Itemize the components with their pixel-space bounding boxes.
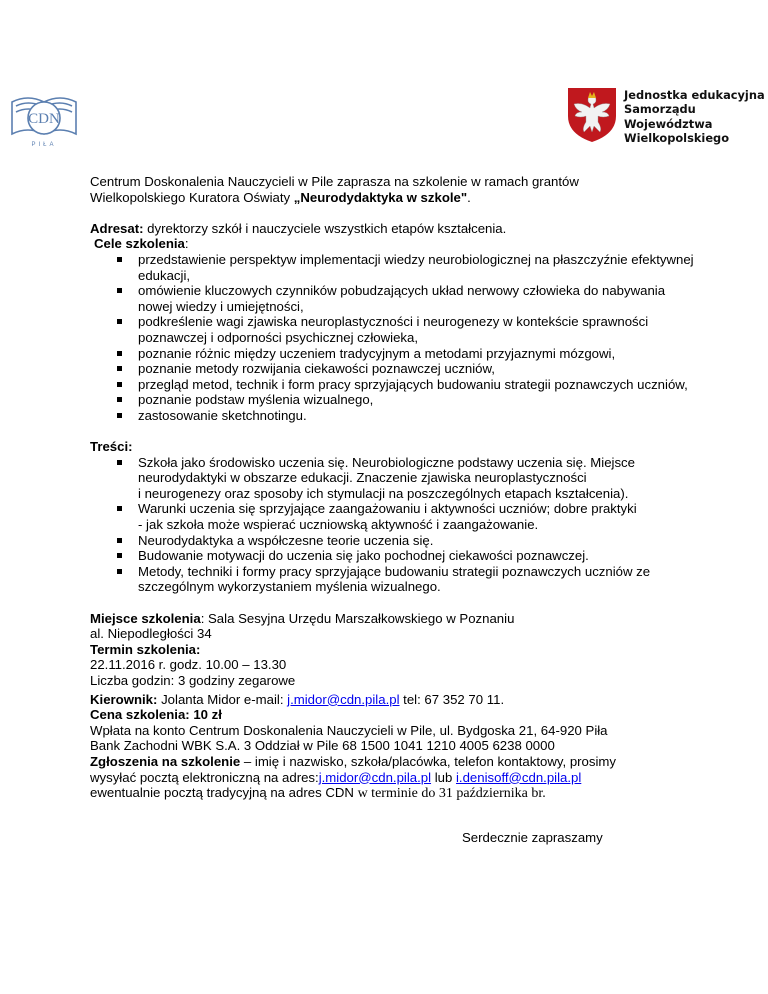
termin-label-text: Termin szkolenia:	[90, 641, 201, 657]
list-item: Neurodydaktyka a współczesne teorie uczenia się.	[90, 533, 700, 549]
hours-line: Liczba godzin: 3 godziny zegarowe	[90, 673, 296, 688]
tresci-item1-a: Szkoła jako środowisko uczenia się. Neurobiologiczne podstawy uczenia się. Miejsce neurodydaktyki w obszarze edukacji. Znaczenie zjawiska neuroplastyczności	[138, 454, 635, 486]
miejsce-label: Miejsce szkolenia	[90, 610, 201, 626]
intro-paragraph	[90, 174, 700, 205]
wplata-line: Wpłata na konto Centrum Doskonalenia Nauczycieli w Pile, ul. Bydgoska 21, 64-920 Piła	[90, 722, 608, 738]
kierownik-tel: tel: 67 352 70 11.	[399, 691, 505, 707]
list-item: omówienie kluczowych czynników pobudzających układ nerwowy człowieka do nabywania nowej wiedzy i umiejętności,	[90, 283, 700, 314]
deadline-text: w terminie do 31 października br.	[357, 786, 546, 802]
cele-heading	[90, 236, 700, 252]
list-item: poznanie metody rozwijania ciekawości poznawczej uczniów,	[90, 361, 700, 377]
tresci-item1-b: i neurogenezy oraz sposoby ich stymulacji na poszczególnych etapach kształcenia).	[138, 485, 629, 501]
cena-line	[90, 707, 700, 723]
email2-link[interactable]: i.denisoff@cdn.pila.pl	[455, 769, 582, 785]
adresat-text: dyrektorzy szkół i nauczyciele wszystkich etapów kształcenia.	[143, 220, 507, 236]
list-item: poznanie podstaw myślenia wizualnego,	[90, 392, 700, 408]
cdn-logo	[8, 80, 80, 150]
list-item: podkreślenie wagi zjawiska neuroplastyczności i neurogenezy w kontekście sprawności poznawczej i odporności psychicznej człowieka,	[90, 314, 700, 345]
miejsce-text: : Sala Sesyjna Urzędu Marszałkowskiego w Poznaniu	[200, 610, 515, 626]
training-title: „Neurodydaktyka w szkole"	[293, 189, 468, 205]
list-item: przedstawienie perspektyw implementacji wiedzy neurobiologicznej na płaszczyźnie efektywnej edukacji,	[90, 252, 700, 283]
list-item: Budowanie motywacji do uczenia się jako pochodnej ciekawości poznawczej.	[90, 548, 700, 564]
svg-text:PIŁA: PIŁA	[31, 142, 57, 148]
bank-line: Bank Zachodni WBK S.A. 3 Oddział w Pile 68 1500 1041 1210 4005 6238 0000	[90, 738, 555, 754]
intro-line2-prefix: Wielkopolskiego Kuratora Oświaty	[90, 189, 294, 205]
list-item: przegląd metod, technik i form pracy sprzyjających budowaniu strategii poznawczych uczniów,	[90, 377, 700, 393]
organization-name	[624, 88, 765, 146]
list-item: zastosowanie sketchnotingu.	[90, 408, 700, 424]
closing-greeting: Serdecznie zapraszamy	[462, 830, 603, 845]
org-line: Jednostka edukacyjna	[624, 88, 765, 102]
adresat-label: Adresat:	[90, 220, 144, 236]
kierownik-email-link[interactable]: j.midor@cdn.pila.pl	[287, 691, 400, 707]
wysylac-text: wysyłać pocztą elektroniczną na adres:	[90, 769, 319, 785]
kierownik-label: Kierownik:	[90, 691, 158, 707]
cena-label: Cena szkolenia: 10 zł	[90, 707, 222, 723]
tresci-list	[90, 455, 700, 595]
adresat-line	[90, 221, 700, 237]
tresci-heading	[90, 439, 700, 455]
zgloszenia-text: – imię i nazwisko, szkoła/placówka, telefon kontaktowy, prosimy	[240, 753, 616, 769]
ewentualnie-text: ewentualnie pocztą tradycyjną na adres CDN	[90, 785, 358, 801]
zgloszenia-line	[90, 754, 700, 770]
lub-text: lub	[431, 769, 456, 785]
email1-link[interactable]: j.midor@cdn.pila.pl	[318, 769, 432, 785]
termin-label	[90, 642, 700, 658]
kierownik-text: Jolanta Midor e-mail:	[157, 691, 288, 707]
wysylac-line	[90, 770, 700, 786]
intro-line1: Centrum Doskonalenia Nauczycieli w Pile zaprasza na szkolenie w ramach grantów	[90, 174, 579, 189]
tresci-item2-b: - jak szkoła może wspierać uczniowską aktywność i zaangażowanie.	[138, 517, 539, 533]
list-item	[90, 501, 700, 532]
eagle-crest-icon	[566, 86, 618, 144]
address-line: al. Niepodległości 34	[90, 626, 212, 642]
miejsce-line	[90, 611, 700, 627]
intro-suffix: .	[467, 189, 471, 205]
cele-colon: :	[184, 236, 189, 252]
cele-list	[90, 252, 700, 424]
zgloszenia-label: Zgłoszenia na szkolenie	[90, 753, 241, 769]
org-line: Samorządu	[624, 102, 696, 117]
org-line: Województwa	[624, 116, 713, 131]
org-line: Wielkopolskiego	[624, 131, 730, 146]
list-item: poznanie różnic między uczeniem tradycyjnym a metodami przyjaznymi mózgowi,	[90, 346, 700, 362]
tresci-item2-a: Warunki uczenia się sprzyjające zaangażowaniu i aktywności uczniów; dobre praktyki	[138, 501, 637, 517]
cele-label: Cele szkolenia	[94, 236, 185, 252]
ewentualnie-line	[90, 785, 700, 802]
tresci-label: Treści:	[90, 439, 133, 455]
svg-text:CDN: CDN	[28, 111, 60, 127]
termin-text: 22.11.2016 r. godz. 10.00 – 13.30	[90, 657, 287, 673]
kierownik-line	[90, 692, 700, 708]
list-item: Metody, techniki i formy pracy sprzyjające budowaniu strategii poznawczych uczniów ze szczególnym wykorzystaniem myślenia wizualnego.	[90, 564, 700, 595]
document-body	[90, 174, 700, 802]
list-item	[90, 455, 700, 502]
